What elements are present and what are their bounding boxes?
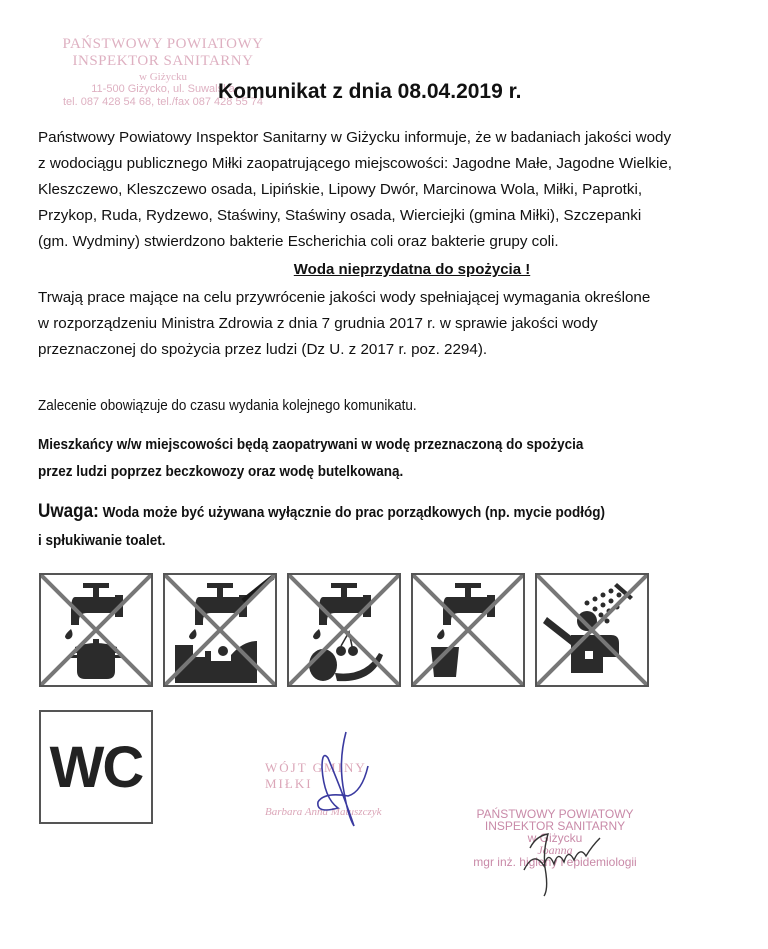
text-line: (gm. Wydminy) stwierdzono bakterie Escherichia coli oraz bakterie grupy coli. bbox=[38, 233, 559, 250]
document-title: Komunikat z dnia 08.04.2019 r. bbox=[218, 80, 522, 103]
stamp-line: INSPEKTOR SANITARNY bbox=[484, 819, 626, 833]
warning-heading bbox=[0, 261, 768, 278]
stamp-line: mgr inż. higieny i epidemiologii bbox=[473, 855, 637, 869]
text-line: z wodociągu publicznego Miłki zaopatrującego miejscowości: Jagodne Małe, Jagodne Wielkie, bbox=[38, 155, 672, 172]
notice-text: i spłukiwanie toalet. bbox=[38, 532, 166, 549]
handwritten-signature bbox=[520, 818, 610, 898]
text-line: Przykop, Ruda, Rydzewo, Staświny, Staświny osada, Wierciejki (gmina Miłki), Szczepanki bbox=[38, 207, 642, 224]
paragraph-supply bbox=[38, 431, 583, 485]
notice-text: Woda może być używana wyłącznie do prac porządkowych (np. mycie podłóg) bbox=[102, 504, 605, 521]
text-line: Trwają prace mające na celu przywrócenie jakości wody spełniającej wymagania określone bbox=[38, 289, 651, 306]
no-shower-icon bbox=[535, 573, 649, 687]
text-line: przeznaczonej do spożycia przez ludzi (Dz U. z 2017 r. poz. 2294). bbox=[38, 341, 488, 358]
no-cooking-icon bbox=[39, 573, 153, 687]
text-line: Mieszkańcy w/w miejscowości będą zaopatrywani w wodę przeznaczoną do spożycia bbox=[38, 436, 584, 453]
stamp-line: PAŃSTWOWY POWIATOWY bbox=[62, 36, 264, 52]
stamp-line: tel. 087 428 54 68, tel./fax 087 428 55 74 bbox=[63, 95, 263, 108]
stamp-line: Joanna bbox=[537, 843, 573, 857]
stamp-line: INSPEKTOR SANITARNY bbox=[72, 53, 254, 70]
warning-heading-text: Woda nieprzydatna do spożycia ! bbox=[293, 261, 531, 278]
notice bbox=[38, 498, 605, 555]
handwritten-signature bbox=[310, 728, 380, 838]
no-washing-food-icon bbox=[287, 573, 401, 687]
stamp-line: 11-500 Giżycko, ul. Suwalska bbox=[91, 83, 235, 96]
pictogram-row bbox=[39, 573, 649, 687]
text-line: przez ludzi poprzez beczkowozy oraz wodę butelkowaną. bbox=[38, 463, 404, 480]
paragraph-findings bbox=[38, 125, 758, 255]
text-line: Państwowy Powiatowy Inspektor Sanitarny w Giżycku informuje, że w badaniach jakości wody bbox=[38, 129, 672, 146]
stamp-line: w Giżycku bbox=[139, 70, 187, 83]
wc-allowed-icon: WC bbox=[39, 710, 153, 824]
stamp-line: PAŃSTWOWY POWIATOWY bbox=[476, 807, 634, 821]
no-dishwashing-icon bbox=[163, 573, 277, 687]
notice-label: Uwaga: bbox=[38, 501, 99, 522]
signature-title: WÓJT GMINY MIŁKI bbox=[265, 760, 367, 791]
signature-name: Barbara Anna Matuszczyk bbox=[265, 806, 382, 818]
paragraph-works bbox=[38, 285, 758, 363]
text-line: w rozporządzeniu Ministra Zdrowia z dnia 7 grudnia 2017 r. w sprawie jakości wody bbox=[38, 315, 598, 332]
paragraph-validity: Zalecenie obowiązuje do czasu wydania kolejnego komunikatu. bbox=[38, 398, 417, 414]
text-line: Kleszczewo, Kleszczewo osada, Lipińskie, Lipowy Dwór, Marcinowa Wola, Miłki, Paprotki, bbox=[38, 181, 643, 198]
no-drinking-icon bbox=[411, 573, 525, 687]
stamp-line: w Giżycku bbox=[527, 831, 583, 845]
